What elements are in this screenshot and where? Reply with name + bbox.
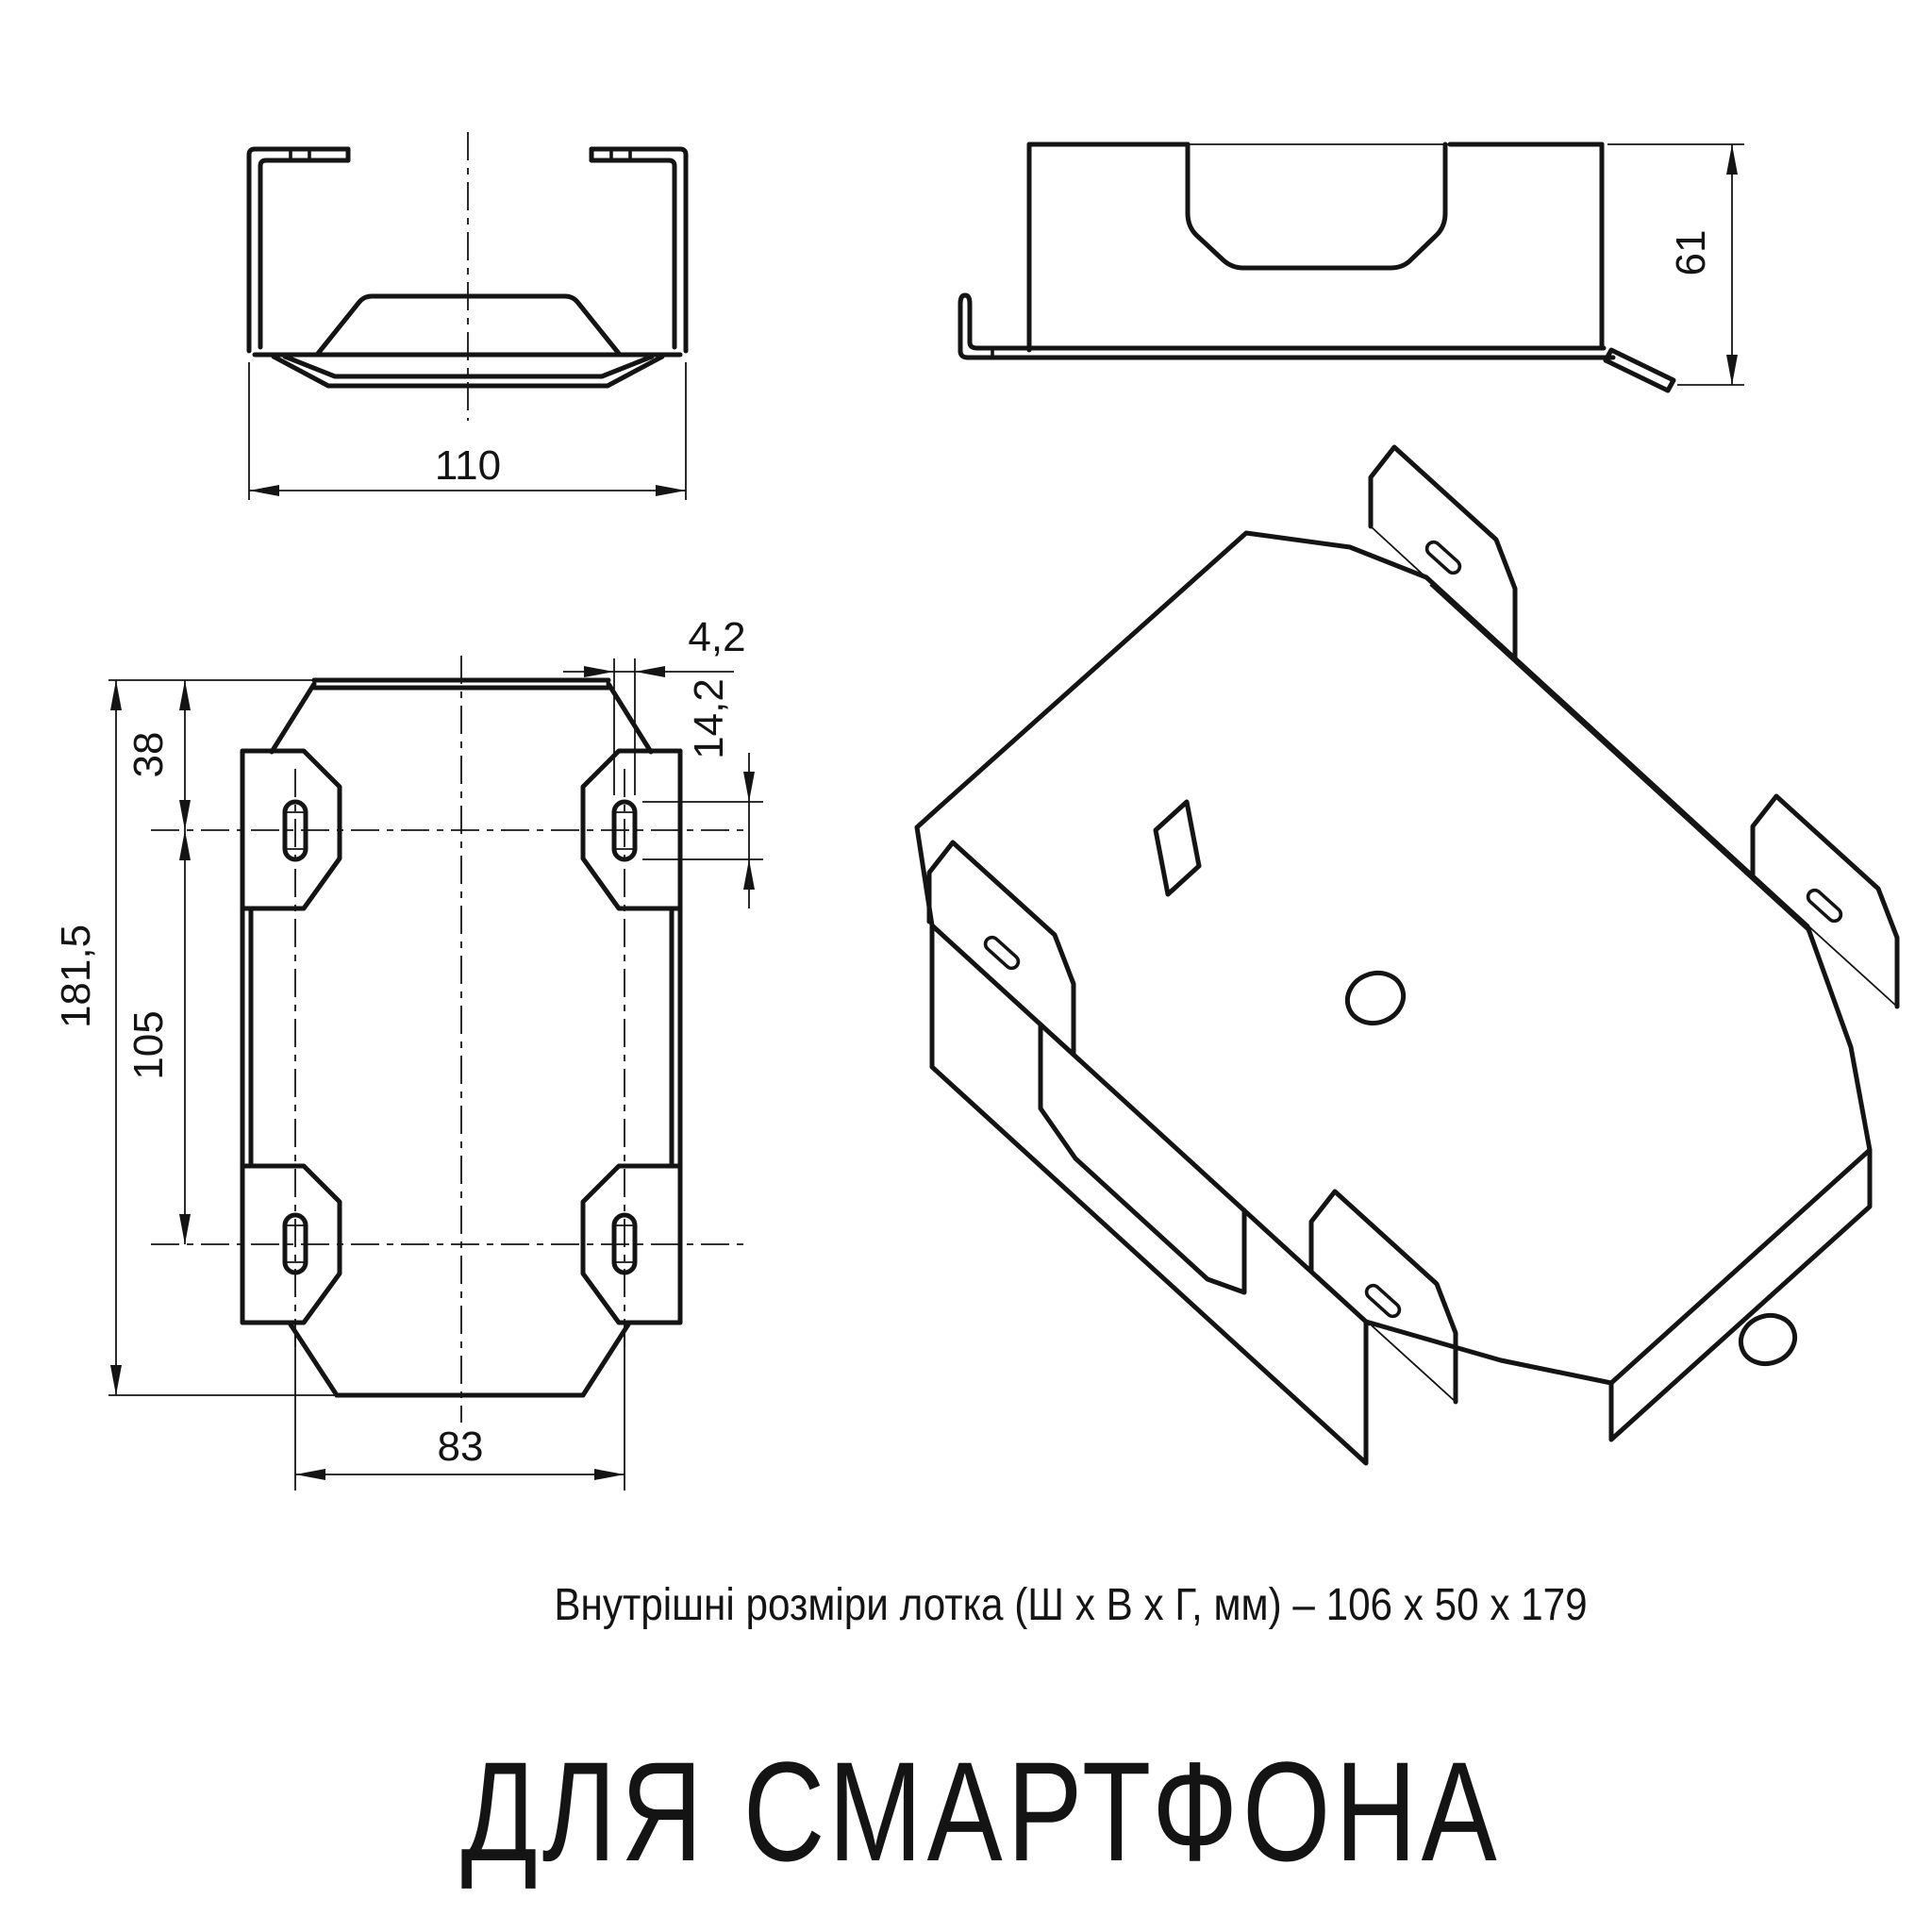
dim-110-label: 110 <box>434 442 502 489</box>
iso-slots <box>983 540 1844 1320</box>
dim-4-2-label: 4,2 <box>688 614 746 660</box>
dim-span-83 <box>295 1332 625 1491</box>
iso-hook-flap <box>1156 802 1199 894</box>
dim-length-181-5 <box>53 680 335 1395</box>
dim-slot-length-14-2 <box>642 678 763 908</box>
iso-floor-outline <box>917 533 1870 1383</box>
iso-ear-left <box>929 842 1074 1055</box>
dim-height-61 <box>1607 144 1744 385</box>
iso-wall-cutout <box>1041 1024 1244 1292</box>
dim-105-label: 105 <box>125 1010 172 1080</box>
dim-14-2-label: 14,2 <box>686 678 732 759</box>
isometric-view <box>917 447 1897 1463</box>
dim-61-label: 61 <box>1668 229 1714 276</box>
iso-skirt <box>1611 1150 1870 1440</box>
side-view <box>960 144 1744 391</box>
plan-view <box>53 614 763 1491</box>
dim-offset-38 <box>125 680 191 830</box>
dim-181-5-label: 181,5 <box>53 924 99 1029</box>
front-view <box>249 132 686 500</box>
side-notch <box>1188 144 1445 268</box>
iso-holes <box>1341 965 1802 1371</box>
page-title: ДЛЯ СМАРТФОНА <box>460 1732 1502 1891</box>
dim-83-label: 83 <box>437 1424 484 1470</box>
dim-pitch-105 <box>125 830 191 1244</box>
iso-ear-top <box>1371 447 1515 659</box>
dim-38-label: 38 <box>125 731 172 778</box>
angled-tab <box>1606 350 1674 391</box>
iso-ear-bottom <box>1311 1191 1456 1402</box>
caption-internal-dimensions: Внутрішні розміри лотка (Ш х В х Г, мм) – 106 х 50 х 179 <box>554 1578 1588 1630</box>
iso-near-wall <box>932 925 1366 1463</box>
